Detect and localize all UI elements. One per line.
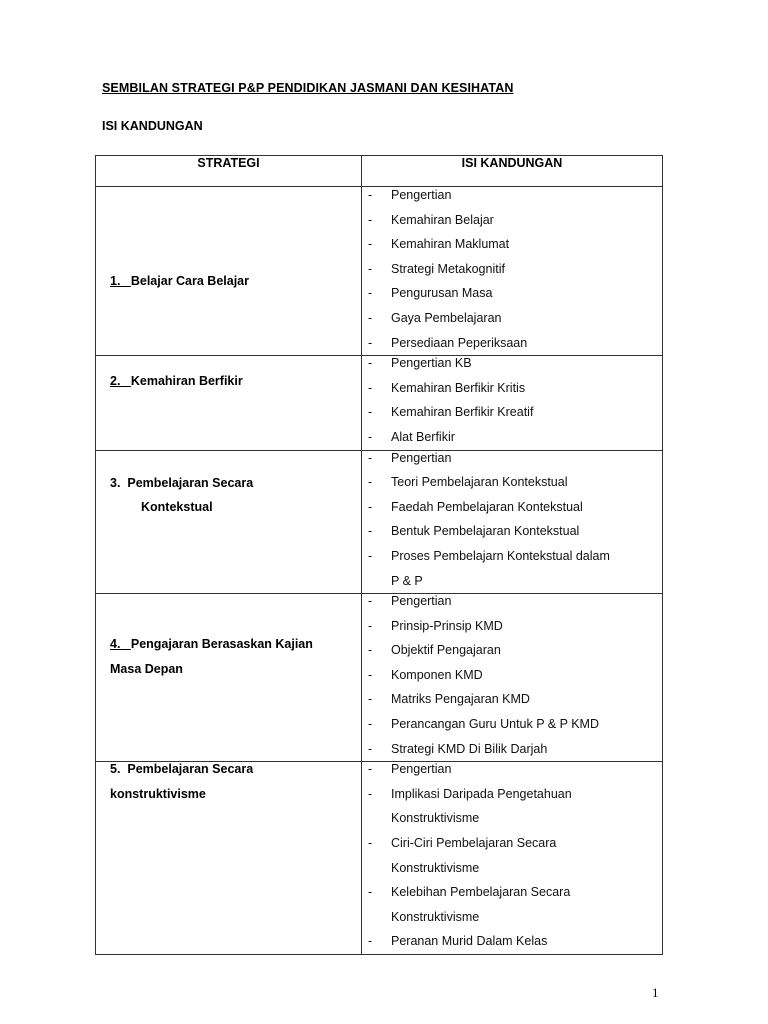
strategy-label	[110, 369, 243, 394]
strategy-name: Pembelajaran Secara	[127, 762, 254, 777]
table-row	[96, 187, 663, 356]
table-row	[96, 762, 663, 955]
header-strategi: STRATEGI	[96, 156, 362, 187]
list-item: - Faedah Pembelajaran Kontekstual	[368, 499, 583, 514]
contents-cell	[362, 762, 663, 955]
list-item-continuation: Konstruktivisme	[391, 811, 480, 826]
list-item-continuation: Konstruktivisme	[391, 860, 480, 875]
strategy-cell	[96, 187, 362, 356]
list-item: - Alat Berfikir	[368, 429, 455, 444]
table-row	[96, 450, 663, 594]
list-item: - Gaya Pembelajaran	[368, 310, 502, 325]
list-item: - Implikasi Daripada Pengetahuan	[368, 786, 572, 801]
strategy-number: 3.	[110, 475, 121, 490]
list-item: - Kelebihan Pembelajaran Secara	[368, 885, 571, 900]
list-item: - Prinsip-Prinsip KMD	[368, 618, 503, 633]
list-item: - Peranan Murid Dalam Kelas	[368, 934, 548, 949]
contents-cell	[362, 187, 663, 356]
list-item: - Bentuk Pembelajaran Kontekstual	[368, 524, 580, 539]
table-row	[96, 356, 663, 450]
strategy-cell	[96, 450, 362, 594]
strategy-name: Kemahiran Berfikir	[130, 374, 243, 389]
strategy-number: 4.	[110, 637, 121, 652]
strategy-table	[95, 155, 663, 955]
contents-cell	[362, 450, 663, 594]
list-item-continuation: Konstruktivisme	[391, 909, 480, 924]
list-item: - Kemahiran Berfikir Kreatif	[368, 405, 534, 420]
list-item: - Pengertian	[368, 450, 452, 465]
strategy-cell	[96, 356, 362, 450]
strategy-number: 5.	[110, 762, 121, 777]
strategy-number: 1.	[110, 274, 121, 288]
document-subtitle: ISI KANDUNGAN	[102, 119, 203, 133]
list-item: - Ciri-Ciri Pembelajaran Secara	[368, 836, 557, 851]
strategy-name-cont: konstruktivisme	[110, 786, 206, 801]
list-item: - Objektif Pengajaran	[368, 643, 501, 658]
strategy-name: Pengajaran Berasaskan Kajian	[130, 637, 313, 652]
table-header-row	[96, 156, 663, 187]
strategy-name: Pembelajaran Secara	[127, 475, 254, 490]
list-item: - Pengertian KB	[368, 356, 472, 371]
strategy-name-cont: Masa Depan	[110, 661, 183, 676]
strategy-label	[110, 632, 313, 681]
strategy-name-cont: Kontekstual	[141, 500, 213, 515]
list-item: - Strategi Metakognitif	[368, 261, 505, 276]
list-item: - Pengertian	[368, 594, 452, 609]
list-item: - Perancangan Guru Untuk P & P KMD	[368, 717, 599, 732]
page-number: 1	[652, 985, 659, 1000]
document-title: SEMBILAN STRATEGI P&P PENDIDIKAN JASMANI DAN KESIHATAN	[102, 81, 514, 95]
header-isi-kandungan: ISI KANDUNGAN	[362, 156, 663, 187]
strategy-cell	[96, 594, 362, 762]
list-item: - Proses Pembelajarn Kontekstual dalam	[368, 548, 610, 563]
strategy-name: Belajar Cara Belajar	[130, 274, 249, 288]
strategy-label	[110, 757, 253, 806]
list-item-continuation: P & P	[391, 573, 423, 588]
list-item: - Kemahiran Belajar	[368, 212, 494, 227]
list-item: - Strategi KMD Di Bilik Darjah	[368, 741, 548, 756]
list-item: - Persediaan Peperiksaan	[368, 335, 528, 350]
list-item: - Teori Pembelajaran Kontekstual	[368, 475, 568, 490]
contents-cell	[362, 594, 663, 762]
list-item: - Pengertian	[368, 762, 452, 777]
contents-cell	[362, 356, 663, 450]
strategy-label	[110, 471, 253, 520]
list-item: - Matriks Pengajaran KMD	[368, 692, 530, 707]
list-item: - Pengertian	[368, 188, 452, 202]
strategy-number: 2.	[110, 374, 121, 389]
list-item: - Komponen KMD	[368, 667, 483, 682]
list-item: - Pengurusan Masa	[368, 286, 493, 301]
strategy-label	[110, 269, 249, 294]
list-item: - Kemahiran Berfikir Kritis	[368, 380, 526, 395]
strategy-cell	[96, 762, 362, 955]
table-row	[96, 594, 663, 762]
list-item: - Kemahiran Maklumat	[368, 237, 510, 252]
